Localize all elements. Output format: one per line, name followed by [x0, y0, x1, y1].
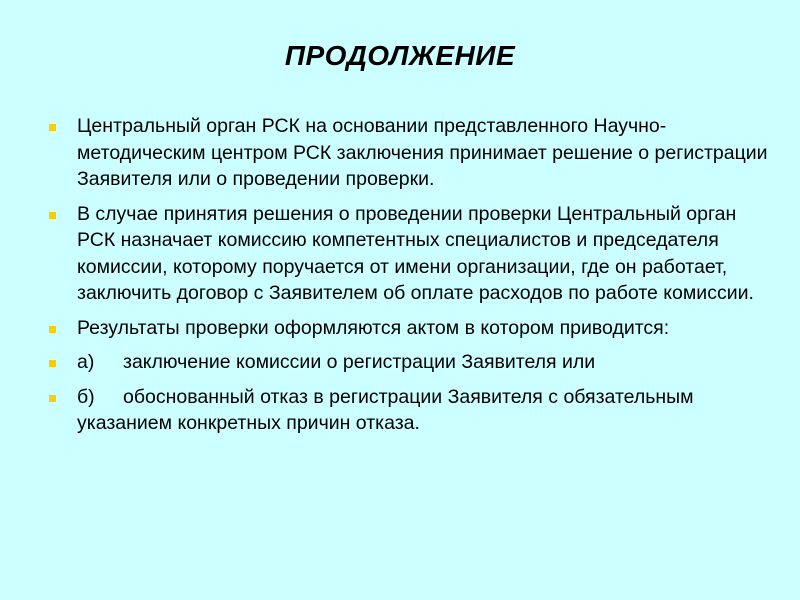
square-bullet-icon	[49, 212, 56, 219]
slide-title: ПРОДОЛЖЕНИЕ	[284, 40, 516, 71]
bullet-item-1	[48, 113, 768, 193]
square-bullet-icon	[49, 360, 56, 367]
square-bullet-icon	[49, 124, 56, 131]
bullet-item-2	[48, 201, 768, 307]
square-bullet-icon	[49, 395, 56, 402]
bullet-text: Результаты проверки оформляются актом в котором приводится:	[77, 316, 670, 339]
item-letter: а)	[77, 351, 95, 373]
item-letter: б)	[77, 385, 95, 408]
bullet-item-5	[48, 384, 768, 437]
bullet-text: обоснованный отказ в регистрации Заявителя с обязательным указанием конкретных причин отказа.	[77, 385, 694, 434]
bullet-list	[48, 113, 768, 445]
bullet-item-4	[48, 349, 768, 376]
bullet-text: заключение комиссии о регистрации Заявителя или	[123, 351, 596, 373]
bullet-text: Центральный орган РСК на основании представленного Научно-методическим центром РСК заключения принимает решение о регистрации Заявителя или о проведении проверки.	[77, 115, 768, 190]
bullet-item-3	[48, 315, 768, 342]
square-bullet-icon	[49, 326, 56, 333]
bullet-text: В случае принятия решения о проведении проверки Центральный орган РСК назначает комиссию компетентных специалистов и председателя комиссии, которому поручается от имени организации, где он работает, заключить договор с Заявителем об оплате расходов по работе комиссии.	[77, 202, 754, 304]
